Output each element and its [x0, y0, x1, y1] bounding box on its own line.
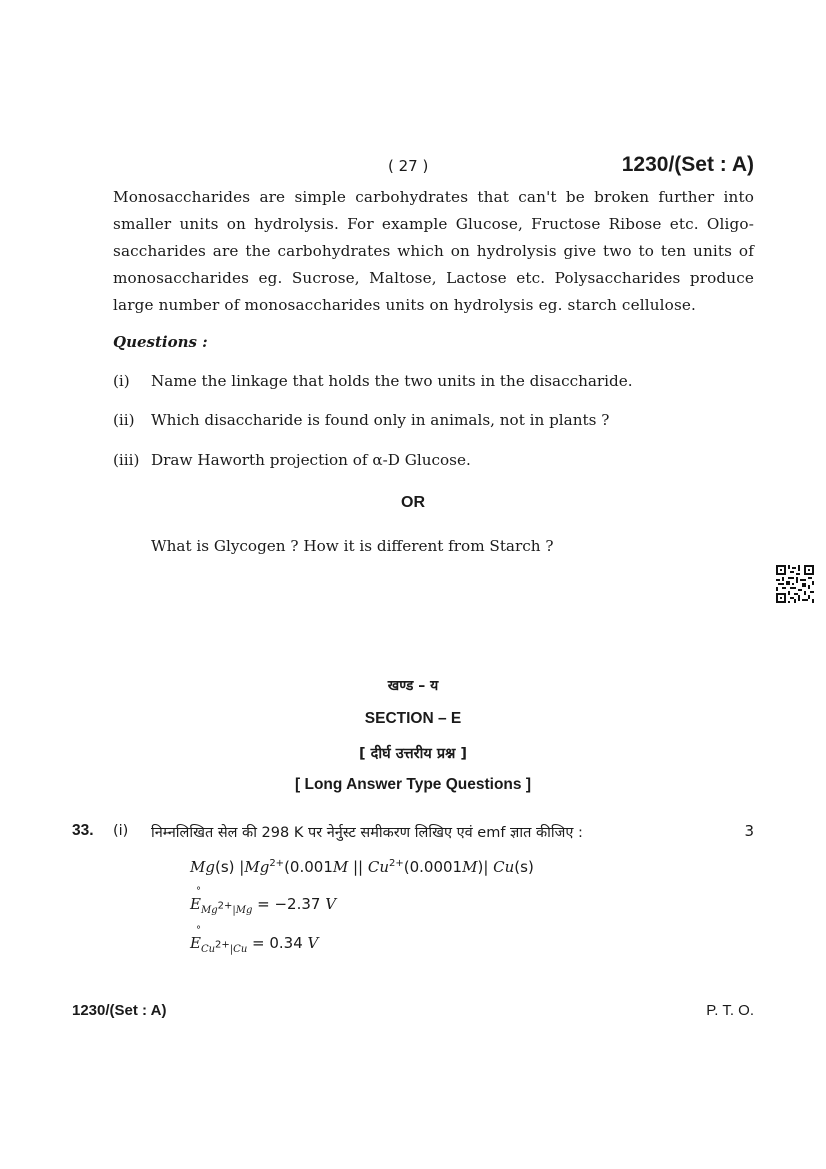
page-number: ( 27 ) — [388, 157, 429, 175]
questions-heading: Questions : — [113, 333, 208, 351]
question-item — [113, 451, 471, 469]
question-33-text: निम्नलिखित सेल की 298 K पर नेर्नुस्ट समीकरण लिखिए एवं emf ज्ञात कीजिए : — [151, 825, 583, 841]
question-item — [113, 411, 609, 429]
question-type-hindi: [ दीर्घ उत्तरीय प्रश्न ] — [358, 746, 468, 762]
question-number: (iii) — [113, 451, 140, 469]
question-type: [ Long Answer Type Questions ] — [295, 776, 531, 793]
section-title: SECTION – E — [364, 710, 462, 727]
question-33-marks: 3 — [744, 822, 754, 840]
question-text: Name the linkage that holds the two units in the disaccharide. — [151, 372, 633, 390]
question-number: (ii) — [113, 411, 135, 429]
passage-text: Monosaccharides are simple carbohydrates that can't be broken further into smaller units on hydrolysis. For example Glucose, Fructose Ribose etc. Oligo-saccharides are the carbohydrates which on hydrolysis give two to ten units of monosaccharides eg. Sucrose, Maltose, Lactose etc. Polysaccharides produce large number of monosaccharides units on hydrolysis eg. starch cellulose. — [113, 188, 754, 314]
paper-code-header: 1230/(Set : A) — [621, 153, 754, 176]
page-turn-over: P. T. O. — [706, 1002, 754, 1019]
standard-potential-cu: E ° $_{Cu^{2+}|Cu}$ = 0.34 V — [190, 925, 319, 955]
question-text: Draw Haworth projection of α-D Glucose. — [151, 451, 471, 469]
question-33-part: (i) — [113, 823, 129, 839]
section-title-hindi: खण्ड – य — [387, 678, 439, 694]
question-number: (i) — [113, 372, 130, 390]
qr-code-icon — [776, 565, 814, 603]
standard-potential-mg: E ° $_{Mg^{2+}|Mg}$ = −2.37 V — [190, 886, 337, 916]
or-question: What is Glycogen ? How it is different from Starch ? — [151, 537, 554, 555]
question-text: Which disaccharide is found only in animals, not in plants ? — [151, 411, 610, 429]
paper-code-footer: 1230/(Set : A) — [72, 1002, 167, 1019]
question-item — [113, 372, 633, 390]
cell-notation: Mg(s) $|Mg^{2+}(0.001M$ || $Cu^{2+}(0.0001M)|$ Cu(s) — [190, 858, 534, 876]
or-label: OR — [401, 494, 425, 511]
question-33-number: 33. — [72, 822, 94, 839]
